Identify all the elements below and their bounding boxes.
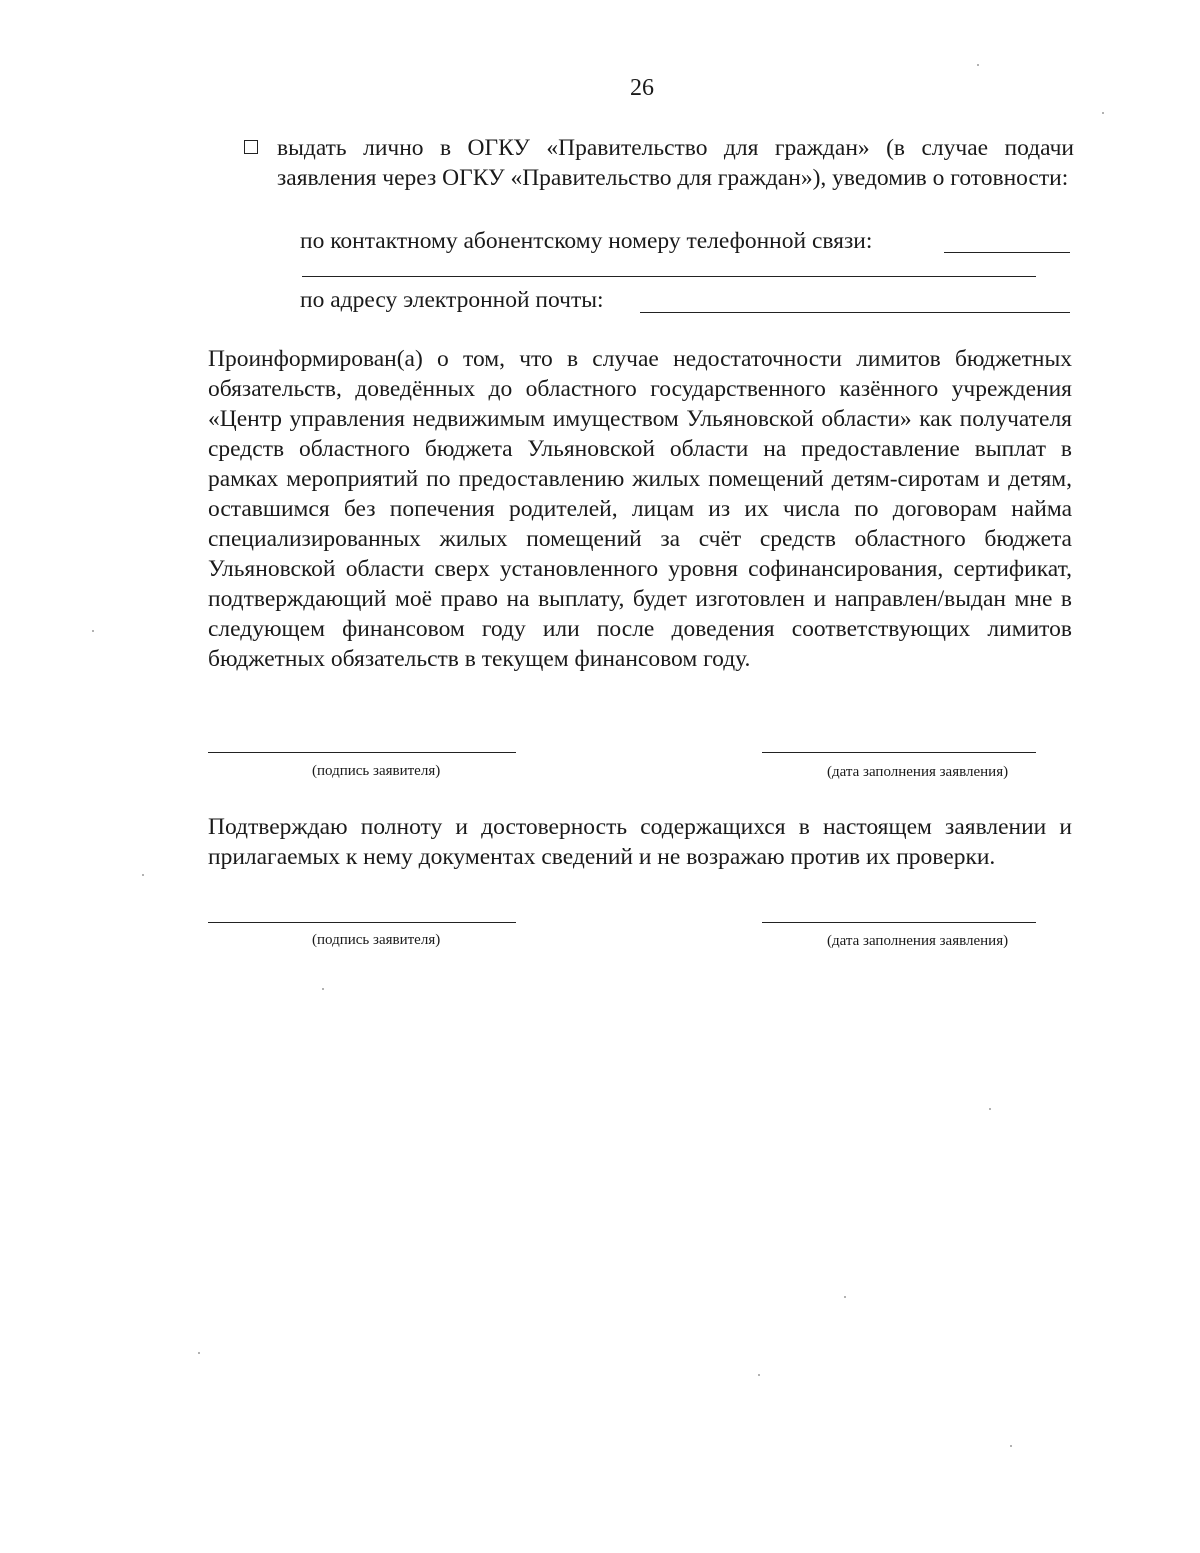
delivery-option-text: выдать лично в ОГКУ «Правительство для граждан» (в случае подачи заявления через ОГКУ «Правительство для граждан»), уведомив о готовности: xyxy=(277,135,1074,191)
scan-speck xyxy=(92,630,94,632)
phone-input-line[interactable] xyxy=(944,252,1070,253)
scan-speck xyxy=(758,1374,760,1376)
scan-speck xyxy=(322,988,324,990)
scan-speck xyxy=(844,1296,846,1298)
signature-caption-1: (подпись заявителя) xyxy=(312,763,441,779)
signature-caption-2: (подпись заявителя) xyxy=(312,932,441,948)
scan-speck xyxy=(977,64,979,66)
signature-line-2[interactable] xyxy=(208,922,516,923)
signature-line-1[interactable] xyxy=(208,752,516,753)
scan-speck xyxy=(1010,1445,1012,1447)
page-number: 26 xyxy=(630,75,654,101)
scan-speck xyxy=(142,874,144,876)
phone-label: по контактному абонентскому номеру телефонной связи: xyxy=(300,228,873,254)
scan-speck xyxy=(1102,112,1104,114)
date-caption-2: (дата заполнения заявления) xyxy=(827,933,1009,949)
confirmation-paragraph: Подтверждаю полноту и достоверность содержащихся в настоящем заявлении и прилагаемых к нему документах сведений и не возражаю против их проверки. xyxy=(208,814,1072,870)
phone-input-line-continued[interactable] xyxy=(302,276,1036,277)
delivery-option-checkbox[interactable] xyxy=(244,140,258,154)
scan-speck xyxy=(989,1108,991,1110)
informed-paragraph: Проинформирован(а) о том, что в случае недостаточности лимитов бюджетных обязательств, доведённых до областного государственного казённого учреждения «Центр управления недвижимым имуществом Ульяновской области» как получателя средств областного бюджета Ульяновской области на предоставление выплат в рамках мероприятий по предоставлению жилых помещений детям-сиротам и детям, оставшимся без попечения родителей, лицам из их числа по договорам найма специализированных жилых помещений за счёт средств областного бюджета Ульяновской области сверх установленного уровня софинансирования, сертификат, подтверждающий моё право на выплату, будет изготовлен и направлен/выдан мне в следующем финансовом году или после доведения соответствующих лимитов бюджетных обязательств в текущем финансовом году. xyxy=(208,346,1072,672)
date-line-2[interactable] xyxy=(762,922,1036,923)
date-line-1[interactable] xyxy=(762,752,1036,753)
email-input-line[interactable] xyxy=(640,312,1070,313)
date-caption-1: (дата заполнения заявления) xyxy=(827,764,1009,780)
scan-speck xyxy=(198,1352,200,1354)
email-label: по адресу электронной почты: xyxy=(300,287,604,313)
